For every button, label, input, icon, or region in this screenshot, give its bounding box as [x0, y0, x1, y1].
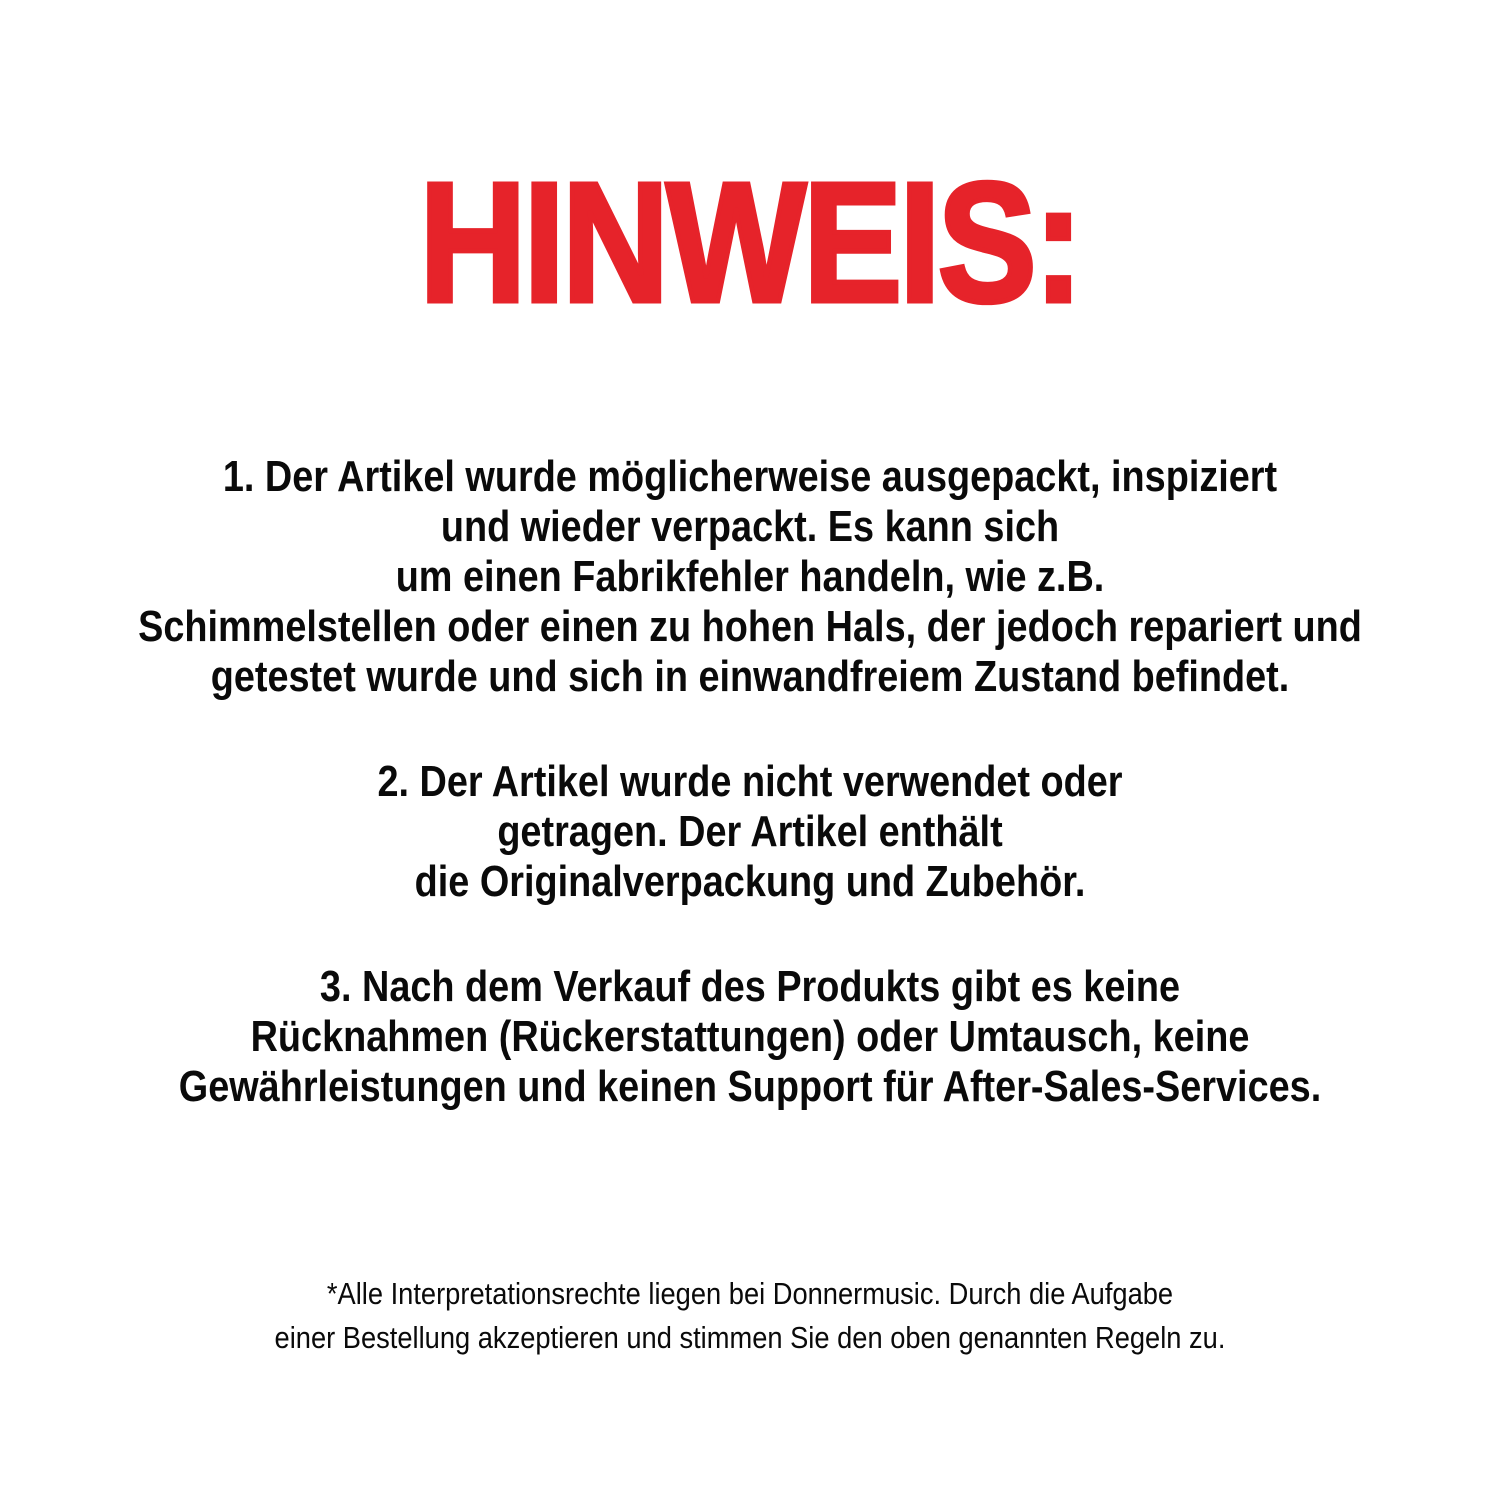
footnote [90, 1272, 1410, 1360]
notice-item-3-line-3: Gewährleistungen und keinen Support für After-Sales-Services. [178, 1062, 1322, 1111]
notice-item-1-line-1: 1. Der Artikel wurde möglicherweise ausgepackt, inspiziert [222, 452, 1278, 501]
notice-item-3 [105, 962, 1395, 1112]
notice-item-1-line-5: getestet wurde und sich in einwandfreiem Zustand befindet. [210, 652, 1290, 701]
notice-title: HINWEIS: [419, 148, 1081, 338]
notice-item-3-line-2: Rücknahmen (Rückerstattungen) oder Umtausch, keine [250, 1012, 1250, 1061]
notice-item-3-line-1: 3. Nach dem Verkauf des Produkts gibt es keine [319, 962, 1181, 1011]
notice-item-1-line-2: und wieder verpackt. Es kann sich [440, 502, 1060, 551]
notice-item-1-line-4: Schimmelstellen oder einen zu hohen Hals, der jedoch repariert und [138, 602, 1362, 651]
notice-item-2 [105, 757, 1395, 907]
notice-item-1-line-3: um einen Fabrikfehler handeln, wie z.B. [395, 552, 1105, 601]
notice-item-2-line-1: 2. Der Artikel wurde nicht verwendet oder [377, 757, 1123, 806]
notice-item-2-line-2: getragen. Der Artikel enthält [497, 807, 1003, 856]
footnote-line-1: *Alle Interpretationsrechte liegen bei Donnermusic. Durch die Aufgabe [326, 1276, 1174, 1311]
notice-item-1 [105, 452, 1395, 702]
footnote-line-2: einer Bestellung akzeptieren und stimmen Sie den oben genannten Regeln zu. [274, 1320, 1226, 1355]
notice-item-2-line-3: die Originalverpackung und Zubehör. [414, 857, 1086, 906]
